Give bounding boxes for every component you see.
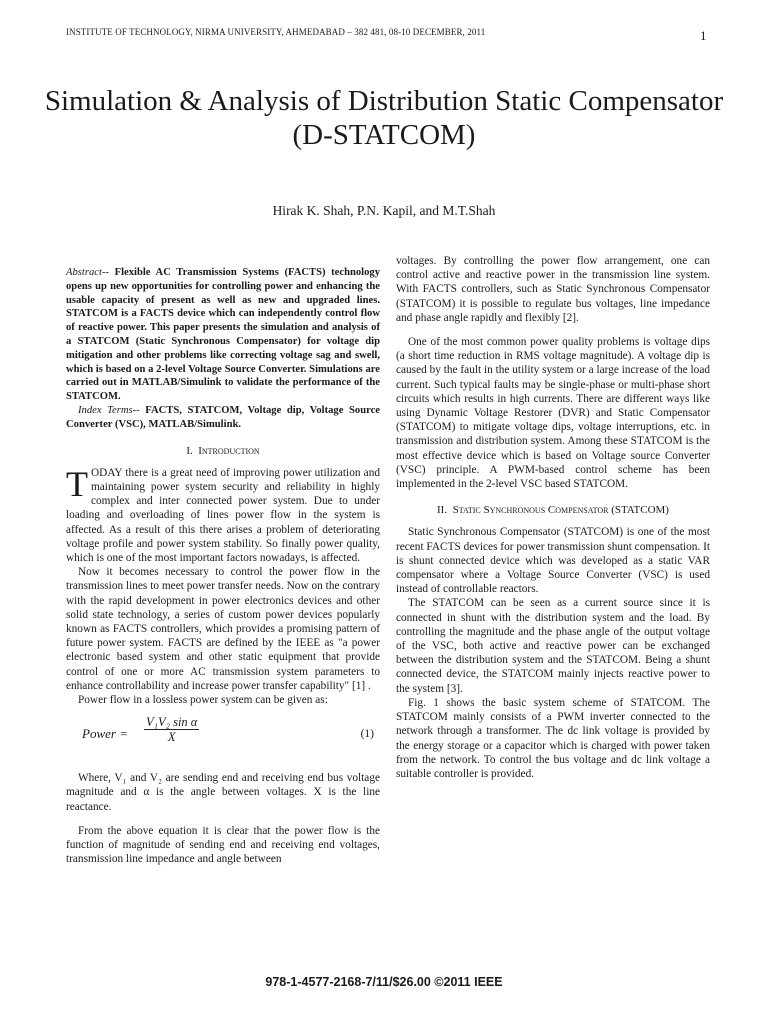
equation-denominator: X bbox=[167, 730, 176, 745]
index-terms bbox=[66, 404, 380, 432]
section-heading-introduction bbox=[66, 444, 380, 458]
equation-lhs: Power = bbox=[82, 726, 128, 742]
intro-paragraph-5: From the above equation it is clear that the power flow is the function of magnitude of sending end and receiving end voltages, transmission line impedance and angle between bbox=[66, 824, 380, 866]
equation-1 bbox=[66, 715, 380, 759]
abstract-text: Flexible AC Transmission Systems (FACTS) technology opens up new opportunities for controlling power and enhancing the usable capacity of present as well as new and upgraded lines. STATCOM is a FACTS device which can independently control flow of reactive power. This paper presents the simulation and analysis of a STATCOM (Static Synchronous Compensator) for voltage dip mitigation and other problems like correcting voltage sag and swell, which is based on a 2-level Voltage Source Converter. Simulations are carried out in MATLAB/Simulink to validate the performance of the STATCOM. bbox=[66, 267, 380, 403]
page-number: 1 bbox=[700, 28, 707, 43]
section-title: Static Synchronous Compensator bbox=[452, 504, 609, 517]
running-header: INSTITUTE OF TECHNOLOGY, NIRMA UNIVERSITY, AHMEDABAD – 382 481, 08-10 DECEMBER, 2011 bbox=[66, 27, 486, 37]
equation-numerator: V₁V₂ sin α bbox=[146, 715, 198, 730]
section-heading-statcom bbox=[396, 503, 710, 517]
section-title-suffix: (STATCOM) bbox=[608, 504, 669, 517]
drop-cap: T bbox=[66, 463, 88, 504]
abstract-label: Abstract-- bbox=[66, 267, 109, 278]
right-paragraph-2: One of the most common power quality problems is voltage dips (a short time reduction in RMS voltage magnitude). A voltage dip is caused by the fault in the utility system or a large increase of the load current. Such typical faults may be single-phase or multi-phase short circuits which results in high currents. There are different ways like using Dynamic Voltage Restorer (DVR) and Static Compensator (STATCOM) to mitigate voltage dips, voltage interruptions, etc. in transmission and distribution system. Among these STATCOM is the most effective device which is based on Voltage source Converter (VSC) principle. A PWM-based control scheme has been implemented in the 2-level VSC based STATCOM. bbox=[396, 336, 710, 491]
index-terms-text: FACTS, STATCOM, Voltage dip, Voltage Source Converter (VSC), MATLAB/Simulink. bbox=[66, 404, 380, 430]
statcom-paragraph-3: Fig. 1 shows the basic system scheme of STATCOM. The STATCOM mainly consists of a PWM inverter connected to the network through a transformer. The dc link voltage is provided by the energy storage or a capacitor which is charged with power taken from the network. To control the bus voltage and dc link voltage a suitable controller is provided. bbox=[396, 696, 710, 780]
intro-paragraph-1 bbox=[66, 463, 380, 565]
paper-title: Simulation & Analysis of Distribution Static Compensator (D-STATCOM) bbox=[44, 85, 724, 151]
equation-number: (1) bbox=[360, 728, 374, 741]
section-title: Introduction bbox=[198, 444, 260, 457]
statcom-paragraph-2: The STATCOM can be seen as a current source since it is connected in shunt with the distribution system and the load. By controlling the magnitude and the phase angle of the output voltage of the VSC, both active and reactive power can be exchanged between the distribution system and the STATCOM. Being a shunt connected device, the STATCOM mainly injects reactive power to the system [3]. bbox=[396, 597, 710, 695]
intro-paragraph-2: Now it becomes necessary to control the power flow in the transmission lines to meet power transfer needs. Now on the contrary with the rapid development in power electronics devices and other solid state technology, a series of custom power devices popularly known as FACTS controllers, which provides a promising pattern of future power system. FACTS are defined by the IEEE as "a power electronic based system and other static equipment that provide control of one or more AC transmission system parameters to enhance controllability and increase power transfer capability" [1] . bbox=[66, 566, 380, 692]
intro-paragraph-1-text: ODAY there is a great need of improving power utilization and maintaining power system security and reliability in highly complex and inter connected power system. Due to under loading and overloading of lines power flow in the system is affected. As a result of this there arises a problem of deteriorating voltage profile and power system stability. So finally power quality, which is one of the most important factors nowadays, is affected. bbox=[66, 466, 380, 564]
equation-fraction bbox=[144, 715, 199, 744]
copyright-footer: 978-1-4577-2168-7/11/$26.00 ©2011 IEEE bbox=[265, 975, 503, 989]
index-terms-label: Index Terms-- bbox=[78, 404, 140, 416]
intro-paragraph-4: Where, V₁ and V₂ are sending end and receiving end bus voltage magnitude and α is the angle between voltages. X is the line reactance. bbox=[66, 772, 380, 813]
intro-paragraph-3: Power flow in a lossless power system can be given as: bbox=[78, 694, 328, 707]
paper-authors: Hirak K. Shah, P.N. Kapil, and M.T.Shah bbox=[272, 203, 496, 218]
statcom-paragraph-1: Static Synchronous Compensator (STATCOM) is one of the most recent FACTS devices for power transmission shunt compensation. It is shunt connected device which was developed as a static VAR compensator where a Voltage Source Converter (VSC) is used instead of controllable reactors. bbox=[396, 526, 710, 596]
abstract bbox=[66, 266, 380, 404]
section-number: II. bbox=[437, 504, 448, 517]
right-paragraph-1: voltages. By controlling the power flow arrangement, one can control active and reactive power in the transmission line system. With FACTS controllers, such as Static Synchronous Compensator (STATCOM) it is possible to regulate bus voltages, line impedance and phase angle rapidly and flexibly [2]. bbox=[396, 255, 710, 324]
left-column bbox=[66, 266, 380, 866]
right-column bbox=[396, 254, 710, 781]
section-number: I. bbox=[186, 444, 193, 457]
